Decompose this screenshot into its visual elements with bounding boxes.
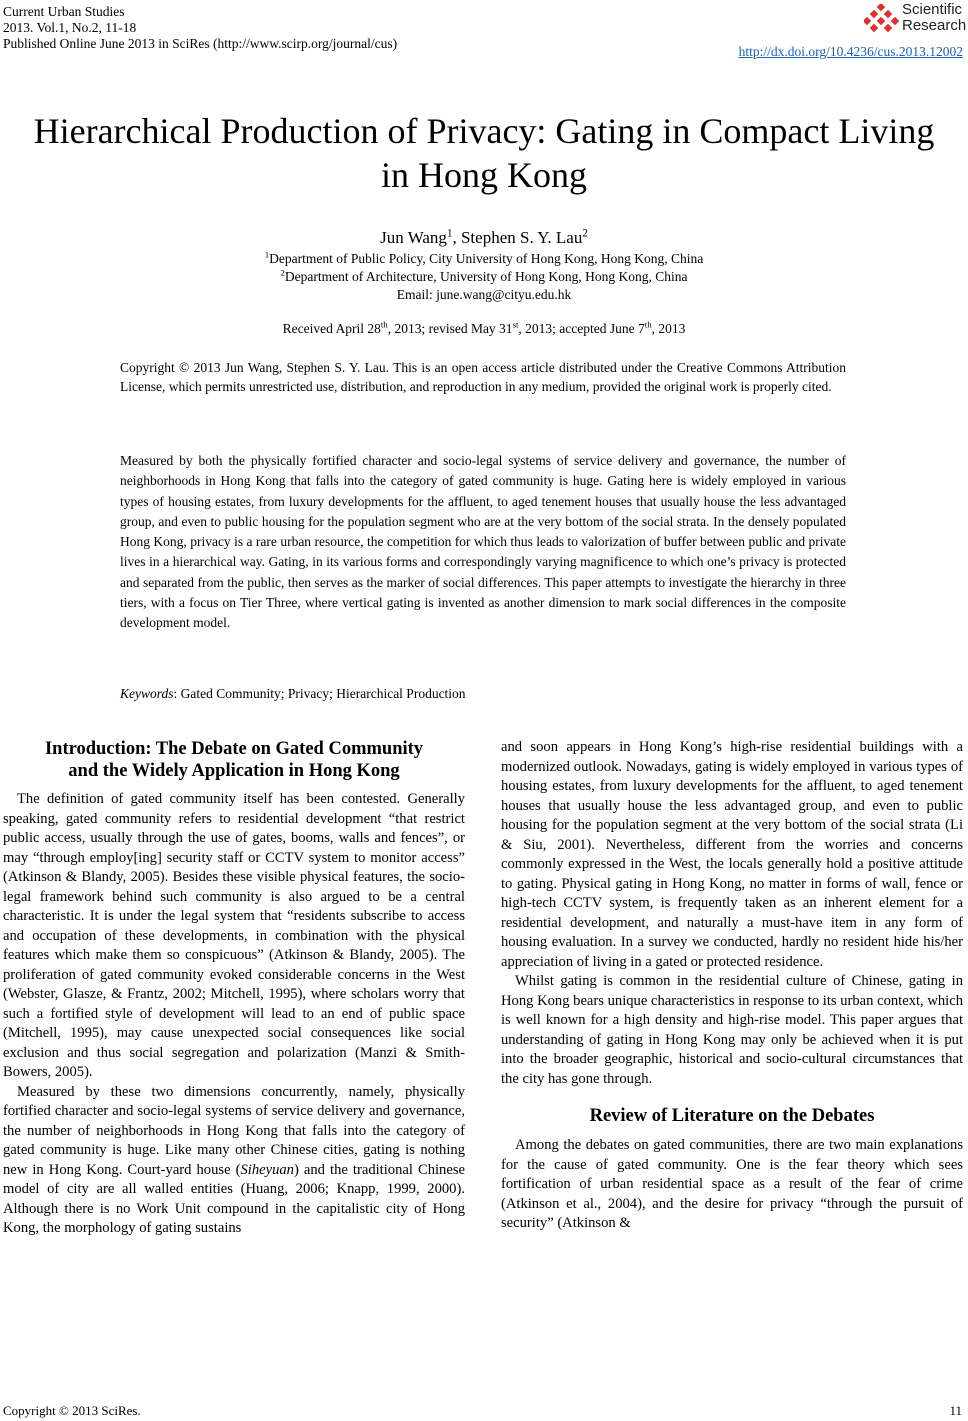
affiliation-1-sup: 1 bbox=[264, 249, 270, 260]
scientific-research-logo-icon bbox=[864, 4, 900, 34]
author-2-sup: 2 bbox=[582, 227, 588, 240]
intro-paragraph-2 bbox=[3, 1083, 465, 1239]
section-heading-line2: and the Widely Application in Hong Kong bbox=[68, 761, 400, 781]
author-2: Stephen S. Y. Lau bbox=[460, 228, 583, 247]
section-heading-introduction bbox=[3, 738, 465, 782]
affiliation-2-sup: 2 bbox=[280, 267, 285, 278]
logo-line2: Research bbox=[902, 17, 967, 34]
keywords-label: Keywords bbox=[120, 686, 174, 701]
right-column bbox=[501, 738, 963, 1234]
page-number: 11 bbox=[949, 1403, 962, 1418]
right-paragraph-2: Whilst gating is common in the residential culture of Chinese, gating in Hong Kong bears unique characteristics in response to its urban context, which is well known for a high density and high-rise model. This paper argues that understanding of gating in Hong Kong may only be achieved when it is put into the broader geographic, historical and socio-cultural circumstances that the city has gone through. bbox=[501, 973, 964, 1087]
author-1: Jun Wang bbox=[380, 228, 447, 247]
published-online: Published Online June 2013 in SciRes (http://www.scirp.org/journal/cus) bbox=[3, 36, 398, 51]
revised-sup: st bbox=[512, 319, 519, 330]
copyright-notice: Copyright © 2013 Jun Wang, Stephen S. Y. Lau. This is an open access article distributed under the Creative Commons Attribution License, which permits unrestricted use, distribution, and reproduction in any medium, provided the original work is properly cited. bbox=[120, 360, 846, 394]
received-text: Received April 28 bbox=[282, 321, 381, 336]
abstract: Measured by both the physically fortified character and socio-legal systems of service delivery and governance, the number of neighborhoods in Hong Kong that falls into the category of gated community is huge. Gating here is widely employed in various types of housing estates, from luxury developments for the affluent, to aged tenement houses that usually house the less advantaged group, and even to public housing for the population segment who are at the very bottom of the social strata. In the densely populated Hong Kong, privacy is a rare urban resource, the competition for which thus leads to valorization of buffer between public and private lives in a hierarchical way. Gating, in its various forms and correspondingly varying magnificence to which one’s privacy is protected and separated from the public, then serves as the marker of social differences. This paper attempts to investigate the hierarchy in three tiers, with a focus on Tier Three, where vertical gating is invented as another dimension to mark social differences in the composite development model. bbox=[120, 453, 846, 631]
right-paragraph-3: Among the debates on gated communities, there are two main explanations for the cause of gated community. One is the fear theory which sees fortification of urban residential space as a result of the fear of crime (Atkinson et al., 2004), and the desire for privacy “through the pursuit of security” (Atkinson & bbox=[501, 1137, 963, 1231]
author-list bbox=[0, 228, 968, 248]
title-line2: in Hong Kong bbox=[381, 155, 587, 195]
publisher-logo bbox=[864, 1, 967, 38]
accepted-text: , 2013; accepted June 7 bbox=[518, 321, 645, 336]
journal-name: Current Urban Studies bbox=[3, 4, 125, 19]
revised-text: , 2013; revised May 31 bbox=[387, 321, 513, 336]
received-sup: th bbox=[380, 319, 388, 330]
affiliation-2-text: Department of Architecture, University of Hong Kong, Hong Kong, China bbox=[284, 269, 688, 284]
logo-line1: Scientific bbox=[902, 1, 963, 18]
doi-link[interactable]: http://dx.doi.org/10.4236/cus.2013.12002 bbox=[738, 44, 963, 59]
keywords-text: : Gated Community; Privacy; Hierarchical Production bbox=[173, 686, 466, 701]
affiliation-2 bbox=[0, 268, 968, 286]
footer-copyright: Copyright © 2013 SciRes. bbox=[3, 1403, 141, 1418]
left-column bbox=[3, 738, 465, 1239]
affiliation-1 bbox=[0, 250, 968, 268]
year-text: , 2013 bbox=[651, 321, 686, 336]
running-header bbox=[3, 4, 397, 52]
intro-p2-part-b: ) and the traditional Chinese model of city are all walled entities (Huang, 2006; Knapp, 1999, 2000). Although there is no Work Unit compound in the capitalistic city of Hong Kong, the morphology of gating sustains bbox=[3, 1161, 465, 1236]
author-email: Email: june.wang@cityu.edu.hk bbox=[396, 287, 572, 302]
section-heading-line1: Introduction: The Debate on Gated Community bbox=[44, 739, 424, 759]
accepted-sup: th bbox=[644, 319, 652, 330]
section-heading-literature-review: Review of Literature on the Debates bbox=[589, 1106, 875, 1126]
paper-title bbox=[0, 109, 968, 197]
siheyuan-term: Siheyuan bbox=[240, 1161, 294, 1178]
right-paragraph-1: and soon appears in Hong Kong’s high-rise residential buildings with a modernized outlook. Nowadays, gating is widely employed in various types of housing estates, from luxury developments for the affluent, to aged tenement houses that usually house the less advantaged group, and even to public housing for the population segment at the very bottom of the social strata (Li & Siu, 2001). Nevertheless, different from the worries and concerns commonly expressed in the West, the locals generally hold a positive attitude to gating. Physical gating in Hong Kong, no matter in forms of wall, fence or high-tech CCTV system, is frequently taken as an inherent element for a residential development, and naturally a must-have item in any form of housing evaluation. In a survey we conducted, hardly no resident hide his/her appreciation of living in a gated or protected residence. bbox=[501, 739, 963, 970]
title-line1: Hierarchical Production of Privacy: Gating in Compact Living bbox=[33, 111, 935, 151]
author-1-sup: 1 bbox=[446, 227, 453, 240]
journal-volume: 2013. Vol.1, No.2, 11-18 bbox=[3, 20, 137, 35]
intro-paragraph-1: The definition of gated community itself has been contested. Generally speaking, gated community refers to residential development “that restrict public access, usually through the use of gates, booms, walls and fences”, or may “through employ[ing] security staff or CCTV system to monitor access” (Atkinson & Blandy, 2005). Besides these visible physical features, the socio-legal framework behind such community is also argued to be a central characteristic. It is under the legal system that “residents subscribe to access and occupation of these developments, in combination with the physical features which make them so conspicuous” (Atkinson & Blandy, 2005). The proliferation of gated community evoked considerable concerns in the West (Webster, Glasze, & Frantz, 2002; Mitchell, 1995), where scholars worry that such a fortified style of development will lead to an end of public space (Mitchell, 1995), may cause unexpected social consequences like social exclusion and thus social segregation and polarization (Manzi & Smith-Bowers, 2005). bbox=[3, 791, 465, 1080]
affiliation-1-text: Department of Public Policy, City University of Hong Kong, Hong Kong, China bbox=[269, 251, 704, 266]
keywords bbox=[120, 686, 846, 702]
intro-p2-part-a: Measured by these two dimensions concurrently, namely, physically fortified character and socio-legal systems of service delivery and governance, the number of neighborhoods in Hong Kong that falls into the category of gated community is huge. Like many other Chinese cities, gating is nothing new in Hong Kong. Court-yard house ( bbox=[3, 1083, 465, 1178]
author-separator: , bbox=[452, 228, 461, 247]
received-dates bbox=[0, 321, 968, 337]
